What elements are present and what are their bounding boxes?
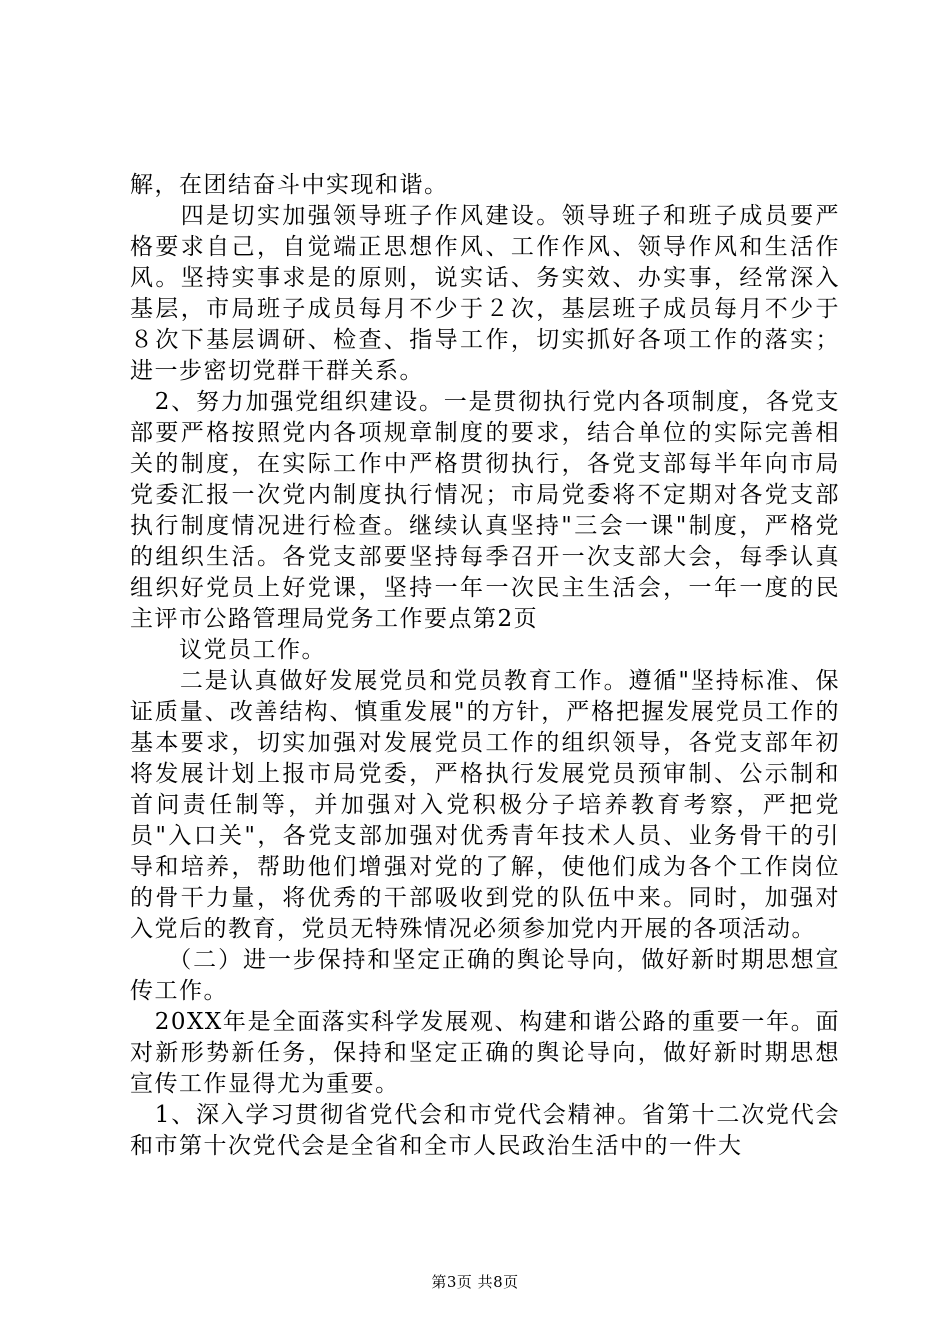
page-number: 第3页 共8页 [431, 1273, 519, 1291]
page-footer [0, 1272, 950, 1292]
paragraph-2: 四是切实加强领导班子作风建设。领导班子和班子成员要严格要求自己，自觉端正思想作风、工作作风、领导作风和生活作风。坚持实事求是的原则，说实话、务实效、办实事，经常深入基层，市局班子成员每月不少于２次，基层班子成员每月不少于８次下基层调研、检查、指导工作，切实抓好各项工作的落实；进一步密切党群干群关系。 [130, 203, 840, 384]
paragraph-7: 20XX年是全面落实科学发展观、构建和谐公路的重要一年。面对新形势新任务，保持和坚定正确的舆论导向，做好新时期思想宣传工作显得尤为重要。 [130, 1009, 840, 1097]
paragraph-3: 2、努力加强党组织建设。一是贯彻执行党内各项制度，各党支部要严格按照党内各项规章制度的要求，结合单位的实际完善相关的制度，在实际工作中严格贯彻执行，各党支部每半年向市局党委汇报一次党内制度执行情况；市局党委将不定期对各党支部执行制度情况进行检查。继续认真坚持"三会一课"制度，严格党的组织生活。各党支部要坚持每季召开一次支部大会，每季认真组织好党员上好党课，坚持一年一次民主生活会，一年一度的民主评市公路管理局党务工作要点第2页 [130, 389, 840, 632]
paragraph-5: 二是认真做好发展党员和党员教育工作。遵循"坚持标准、保证质量、改善结构、慎重发展"的方针，严格把握发展党员工作的基本要求，切实加强对发展党员工作的组织领导，各党支部年初将发展计划上报市局党委，严格执行发展党员预审制、公示制和首问责任制等，并加强对入党积极分子培养教育考察，严把党员"入口关"，各党支部加强对优秀青年技术人员、业务骨干的引导和培养，帮助他们增强对党的了解，使他们成为各个工作岗位的骨干力量，将优秀的干部吸收到党的队伍中来。同时，加强对入党后的教育，党员无特殊情况必须参加党内开展的各项活动。 [130, 668, 840, 942]
paragraph-4: 议党员工作。 [130, 637, 326, 663]
paragraph-1: 解，在团结奋斗中实现和谐。 [130, 172, 449, 198]
paragraph-8: 1、深入学习贯彻省党代会和市党代会精神。省第十二次党代会和市第十次党代会是全省和全市人民政治生活中的一件大 [130, 1102, 840, 1159]
paragraph-6: （二）进一步保持和坚定正确的舆论导向，做好新时期思想宣传工作。 [130, 947, 840, 1004]
document-body [130, 170, 840, 1162]
